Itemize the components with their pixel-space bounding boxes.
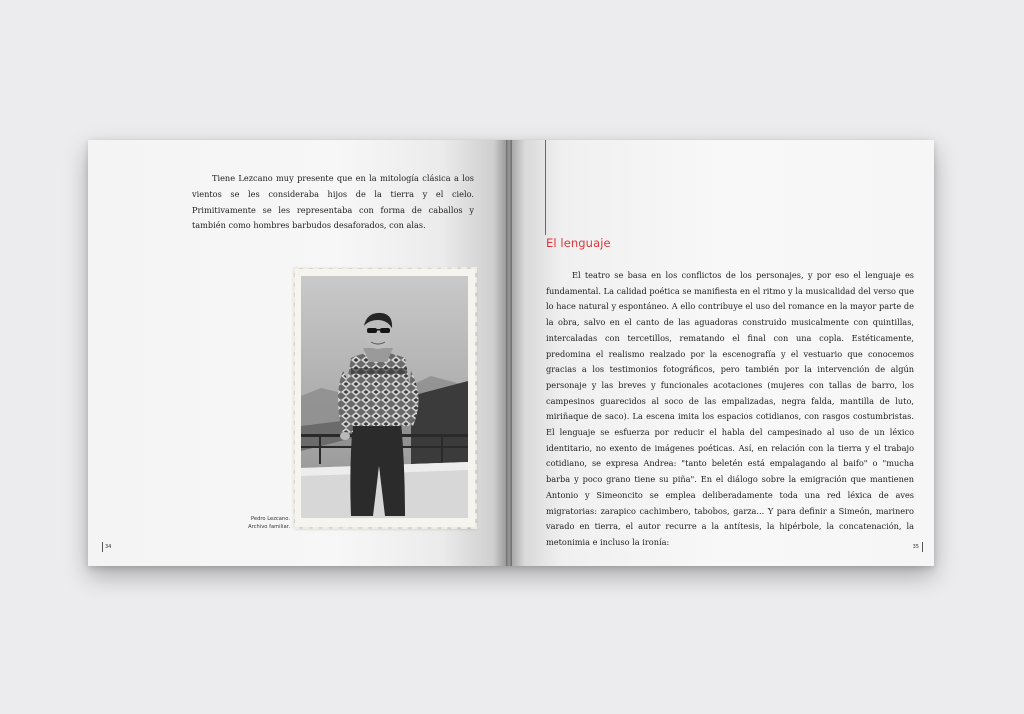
left-page (88, 140, 506, 566)
left-page-paragraph: Tiene Lezcano muy presente que en la mitología clásica a los vientos se les consideraba hijos de la tierra y el cielo. Primitivamente se les representaba con forma de caballos y también como hombres barbudos desaforados, con alas. (192, 173, 474, 231)
page-number-right: 35 (912, 544, 919, 550)
portrait-photo-illustration (301, 276, 468, 518)
right-page-paragraph: El teatro se basa en los conflictos de los personajes, y por eso el lenguaje es fundamental. La calidad poética se manifiesta en el ritmo y la musicalidad del verso que lo hace natural y espontáneo. A ello contribuye el uso del romance en la mayor parte de la obra, salvo en el canto de las aguadoras construido musicalmente con quintillas, intercaladas con tercetillos, rematando el final con una copla. Estéticamente, predomina el realismo realzado por la escenografía y el vestuario que conocemos gracias a los testimonios fotográficos, pero también por la intervención de algún personaje y las breves y funcionales acotaciones (mujeres con tallas de barro, los campesinos guarecidos al soco de las empalizadas, negra falda, mantilla de luto, miriñaque de saco). La escena imita los espacios cotidianos, con rasgos costumbristas. El lenguaje se esfuerza por reducir el habla del campesinado al uso de un léxico identitario, no exento de imágenes poéticas. Así, en relación con la tierra y el trabajo cotidiano, se expresa Andrea: "tanto beletén está empalagando al baifo" o "mucha barba y poco grano tiene su piña". En el diálogo sobre la emigración que mantienen Antonio y Simeoncito se emplea deliberadamente toda una red léxica de aves migratorias: zarapico cachimbero, tabobos, garza... Y para definir a Simeón, marinero varado en tierra, el autor recurre a la antítesis, la hipérbole, la concatenación, la metonimia e incluso la ironía: (546, 270, 914, 547)
page-number-left: 34 (105, 544, 112, 550)
portrait-photo (301, 276, 468, 518)
section-title: El lenguaje (546, 236, 611, 250)
caption-line-2: Archivo familiar. (248, 524, 290, 530)
caption-line-1: Pedro Lezcano. (250, 516, 290, 522)
red-accent-rule (545, 140, 546, 235)
photo-frame (294, 268, 476, 528)
photo-caption (232, 515, 290, 531)
open-book (88, 140, 934, 566)
right-page (512, 140, 934, 566)
